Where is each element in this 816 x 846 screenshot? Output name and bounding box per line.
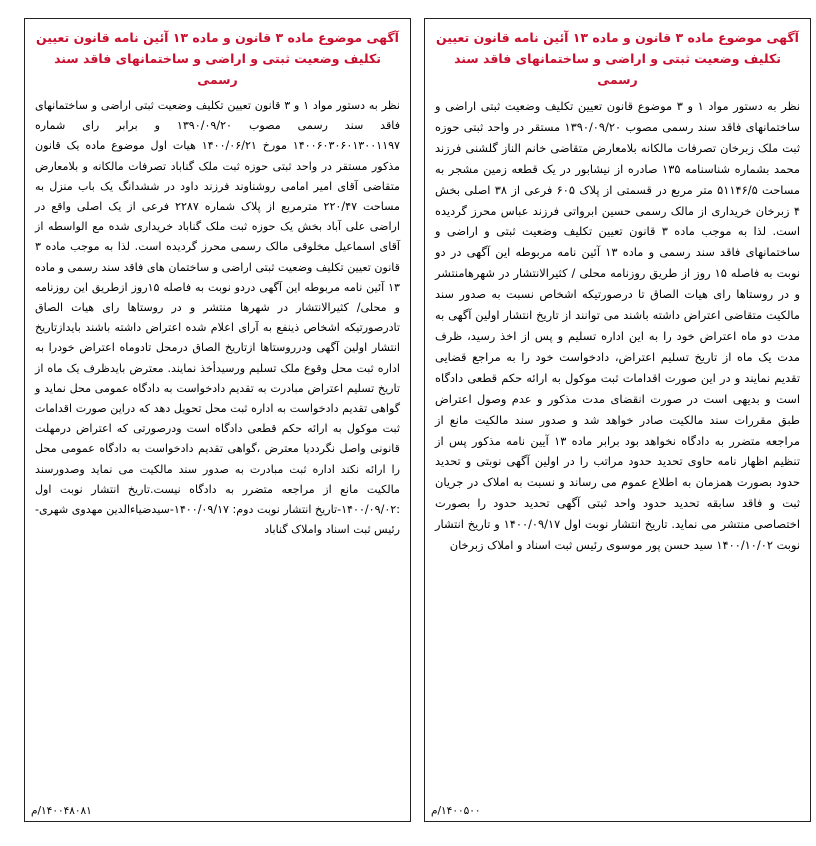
- notice-code: ۱۴۰۰۴۸۰۸۱/م: [31, 805, 92, 817]
- notice-title: آگهی موضوع ماده ۳ قانون و ماده ۱۳ آئین نامه قانون تعیین تکلیف وضعیت ثبتی و اراضی و ساختمانهای فاقد سند رسمی: [436, 30, 799, 87]
- notice-left: [24, 18, 411, 822]
- notice-code: ۱۴۰۰۵۰۰/م: [431, 805, 481, 817]
- notice-body: نظر به دستور مواد ۱ و ۳ موضوع قانون تعیین تکلیف وضعیت ثبتی اراضی و ساختمانهای فاقد سند رسمی مصوب ۱۳۹۰/۰۹/۲۰ مستقر در واحد ثبتی حوزه ثبت ملک زبرخان تصرفات مالکانه بلامعارض متقاضی خانم الناز گلشنی فرزند محمد بشماره شناسنامه ۱۳۵ صادره از نیشابور در یک قطعه زمین مشجر به مساحت ۵۱۱۴۶/۵ متر مربع در قسمتی از پلاک ۶۰۵ فرعی از ۳۸ اصلی بخش ۴ زبرخان خریداری از مالک رسمی حسین ابرواتی فرزند عباس محرز گردیده است. لذا به موجب ماده ۳ قانون تعیین تکلیف وضعیت ثبتی و اراضی و ساختمانهای فاقد سند رسمی و ماده ۱۳ آئین نامه مربوطه این آگهی در دو نوبت به فاصله ۱۵ روز از طریق روزنامه محلی / کثیرالانتشار در شهرهامنتشر و در روستاها رای هیات الصاق تا درصورتیکه اشخاص نسبت به صدور سند مالکیت متقاضی اعتراض داشته باشند می توانند از تاریخ انتشار اولین آگهی به مدت دو ماه اعتراض خود را به این اداره تسلیم و پس از اخذ رسید، ظرف مدت یک ماه از تاریخ تسلیم اعتراض، دادخواست خود را به مراجع قضایی تقدیم نمایند و در این صورت اقدامات ثبت موکول به ارائه حکم قطعی دادگاه است و بدیهی است در صورت انقضای مدت مذکور و عدم وصول اعتراض طبق مقررات سند مالکیت صادر خواهد شد و صدور سند مالکیت مانع از مراجعه متضرر به دادگاه نخواهد بود برابر ماده ۱۳ آیین نامه مذکور پس از تنظیم اظهار نامه حاوی تحدید حدود مراتب را در اولین آگهی نوبتی و تحدید حدود بصورت همزمان به اطلاع عموم می رساند و نسبت به املاک در جریان ثبت و فاقد سابقه تحدید حدود واحد ثبتی آگهی تحدید حدود را بصورت اختصاصی منتشر می نماید. تاریخ انتشار نوبت اول ۱۴۰۰/۰۹/۱۷ و تاریخ انتشار نوبت ۱۴۰۰/۱۰/۰۲ سید حسن پور موسوی رئیس ثبت اسناد و املاک زبرخان: [435, 99, 801, 553]
- notice-body: نظر به دستور مواد ۱ و ۳ قانون تعیین تکلیف وضعیت ثبتی اراضی و ساختمانهای فاقد سند رسمی مصوب ۱۳۹۰/۰۹/۲۰ و برابر رای شماره ۱۴۰۰۶۰۳۰۶۰۱۳۰۰۱۱۹۷ مورخ ۱۴۰۰/۰۶/۲۱ هیات اول موضوع ماده یک قانون مذکور مستقر در واحد ثبتی حوزه ثبت ملک گناباد تصرفات مالکانه و بلامعارض متقاضی آقای امیر امامی روشناوند فرزند داود در ششدانگ یک باب منزل به مساحت ۲۲۰/۴۷ مترمربع از پلاک شماره ۲۲۸۷ فرعی از یک اصلی واقع در اراضی علی آباد بخش یک حوزه ثبت ملک گناباد خریداری شده مع الواسطه از آقای اسماعیل مخلوقی مالک رسمی محرز گردیده است. لذا به موجب ماده ۳ قانون تعیین تکلیف وضعیت ثبتی اراضی و ساختمان های فاقد سند رسمی و ماده ۱۳ آئین نامه مربوطه این آگهی دردو نوبت به فاصله ۱۵روز ازطریق این روزنامه و محلی/ کثیرالانتشار در شهرها منتشر و در روستاها رای هیات الصاق تادرصورتیکه اشخاص ذینفع به آرای اعلام شده اعتراض داشته باشند بایدازتاریخ انتشار اولین آگهی ودرروستاها ازتاریخ الصاق درمحل تادوماه اعتراض خودرا به اداره ثبت محل وقوع ملک تسلیم ورسیدأخذ نمایند. معترض بایدظرف یک ماه از تاریخ تسلیم اعتراض مبادرت به تقدیم دادخواست به دادگاه عمومی محل نماید و گواهی تقدیم دادخواست به اداره ثبت محل تحویل دهد که دراین صورت اقدامات ثبت موکول به ارائه حکم قطعی دادگاه است ودرصورتی که اعتراض درمهلت قانونی واصل نگرددیا معترض ،گواهی تقدیم دادخواست به دادگاه عمومی محل را ارائه نکند اداره ثبت مبادرت به صدور سند مالکیت می نماید وصدورسند مالکیت مانع از مراجعه متضرر به دادگاه نیست.تاریخ انتشار نوبت اول :۱۴۰۰/۰۹/۰۲-تاریخ انتشار نوبت دوم: ۱۴۰۰/۰۹/۱۷-سیدضیاءالدین مهدوی شهری- رئیس ثبت اسناد واملاک گناباد: [35, 99, 400, 537]
- notice-right: [424, 18, 811, 822]
- notice-title: آگهی موضوع ماده ۳ قانون و ماده ۱۳ آئین نامه قانون تعیین تکلیف وضعیت ثبتی و اراضی و ساختمانهای فاقد سند رسمی: [36, 30, 399, 87]
